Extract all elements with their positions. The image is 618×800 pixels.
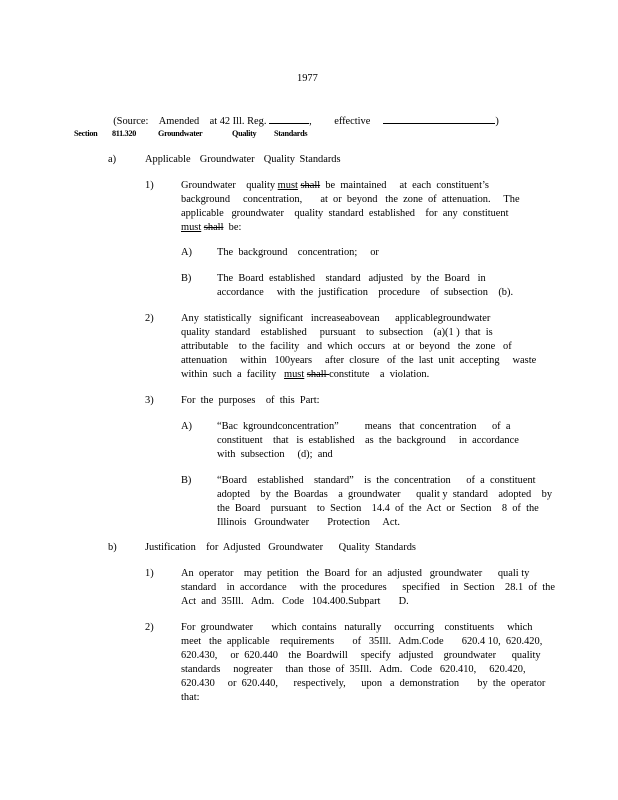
a2-line-4: attenuation within 100years after closure of the last unit accepting waste	[181, 355, 537, 366]
section-label: Section	[74, 129, 98, 138]
a2-l5-pre: within such a facility	[181, 369, 285, 380]
a1-marker: 1)	[145, 180, 154, 191]
a2-line-2: quality standard established pursuant to subsection (a)(1 ) that is	[181, 327, 493, 338]
a3B-line-1: “Board established standard” is the concentration of a constituent	[217, 475, 536, 486]
b2-line-6: that:	[181, 692, 200, 703]
source-effective-group	[329, 102, 499, 127]
a3A-marker: A)	[181, 421, 192, 432]
a1-l1-inserted: must	[277, 180, 298, 191]
a3B-line-3: the Board pursuant to Section 14.4 of the Act or Section 8 of the	[217, 503, 539, 514]
page-number: 1977	[297, 73, 318, 84]
a3B-line-2: adopted by the Boardas a groundwater qualit y standard adopted by	[217, 489, 553, 500]
a3-marker: 3)	[145, 395, 154, 406]
a1-l1-deleted: shall	[300, 180, 321, 191]
a1-l4-deleted: shall	[203, 222, 224, 233]
register-blank	[269, 113, 309, 124]
a2-l5-deleted: shall	[306, 369, 330, 380]
a1-line-3: applicable groundwater quality standard established for any constituent	[181, 208, 509, 219]
a1-line-1	[181, 179, 489, 193]
a1-l4-inserted: must	[181, 222, 202, 233]
a1B-line-1: The Board established standard adjusted by the Board in	[217, 273, 486, 284]
a1-l4-post: be:	[223, 222, 242, 233]
b1-line-1: An operator may petition the Board for an adjusted groundwater quali ty	[181, 568, 530, 579]
a2-line-3: attributable to the facility and which occurs at or beyond the zone of	[181, 341, 512, 352]
subsection-b-marker: b)	[108, 542, 117, 553]
section-title-2: Quality	[232, 129, 257, 138]
source-register: at 42 Ill. Reg.	[209, 116, 267, 127]
a1B-line-2: accordance with the justification procedure of subsection (b).	[217, 287, 514, 298]
b2-marker: 2)	[145, 622, 154, 633]
a1-l1-post: be maintained at each constituent’s	[320, 180, 489, 191]
a2-line-1: Any statistically significant increaseabovean applicablegroundwater	[181, 313, 491, 324]
a3A-line-1: “Bac kgroundconcentration” means that concentration of a	[217, 421, 511, 432]
b2-line-3: 620.430, or 620.440 the Boardwill specify adjusted groundwater quality	[181, 650, 541, 661]
b2-line-4: standards nogreater than those of 35Ill. Adm. Code 620.410, 620.420,	[181, 664, 526, 675]
source-comma: ,	[309, 116, 312, 127]
a3A-line-2: constituent that is established as the background in accordance	[217, 435, 519, 446]
a3-text: For the purposes of this Part:	[181, 395, 320, 406]
a1-l1-pre: Groundwater quality	[181, 180, 278, 191]
subsection-a-marker: a)	[108, 154, 117, 165]
section-number: 811.320	[112, 129, 137, 138]
source-close: )	[495, 116, 499, 127]
b1-marker: 1)	[145, 568, 154, 579]
source-effective: effective	[334, 116, 371, 127]
a1A-text: The background concentration; or	[217, 247, 379, 258]
subsection-b-heading: Justification for Adjusted Groundwater Quality Standards	[145, 542, 416, 553]
a2-marker: 2)	[145, 313, 154, 324]
a2-l5-inserted: must	[284, 369, 305, 380]
a2-l5-post: constitute a violation.	[329, 369, 430, 380]
source-open: (Source:	[113, 116, 149, 127]
a3B-marker: B)	[181, 475, 192, 486]
source-note	[108, 102, 312, 127]
source-amended: Amended	[158, 116, 200, 127]
b2-line-2: meet the applicable requirements of 35Ill. Adm.Code 620.4 10, 620.420,	[181, 636, 543, 647]
subsection-a-heading: Applicable Groundwater Quality Standards	[145, 154, 341, 165]
section-title-3: Standards	[274, 129, 308, 138]
a1A-marker: A)	[181, 247, 192, 258]
a1-line-2: background concentration, at or beyond the zone of attenuation. The	[181, 194, 520, 205]
a3A-line-3: with subsection (d); and	[217, 449, 333, 460]
a1B-marker: B)	[181, 273, 192, 284]
b2-line-1: For groundwater which contains naturally occurring constituents which	[181, 622, 533, 633]
a2-line-5	[181, 368, 429, 382]
b1-line-3: Act and 35Ill. Adm. Code 104.400.Subpart D.	[181, 596, 409, 607]
a1-line-4	[181, 221, 241, 235]
section-title-1: Groundwater	[158, 129, 203, 138]
effective-blank	[383, 113, 495, 124]
b2-line-5: 620.430 or 620.440, respectively, upon a demonstration by the operator	[181, 678, 546, 689]
a3B-line-4: Illinois Groundwater Protection Act.	[217, 517, 400, 528]
b1-line-2: standard in accordance with the procedures specified in Section 28.1 of the	[181, 582, 555, 593]
